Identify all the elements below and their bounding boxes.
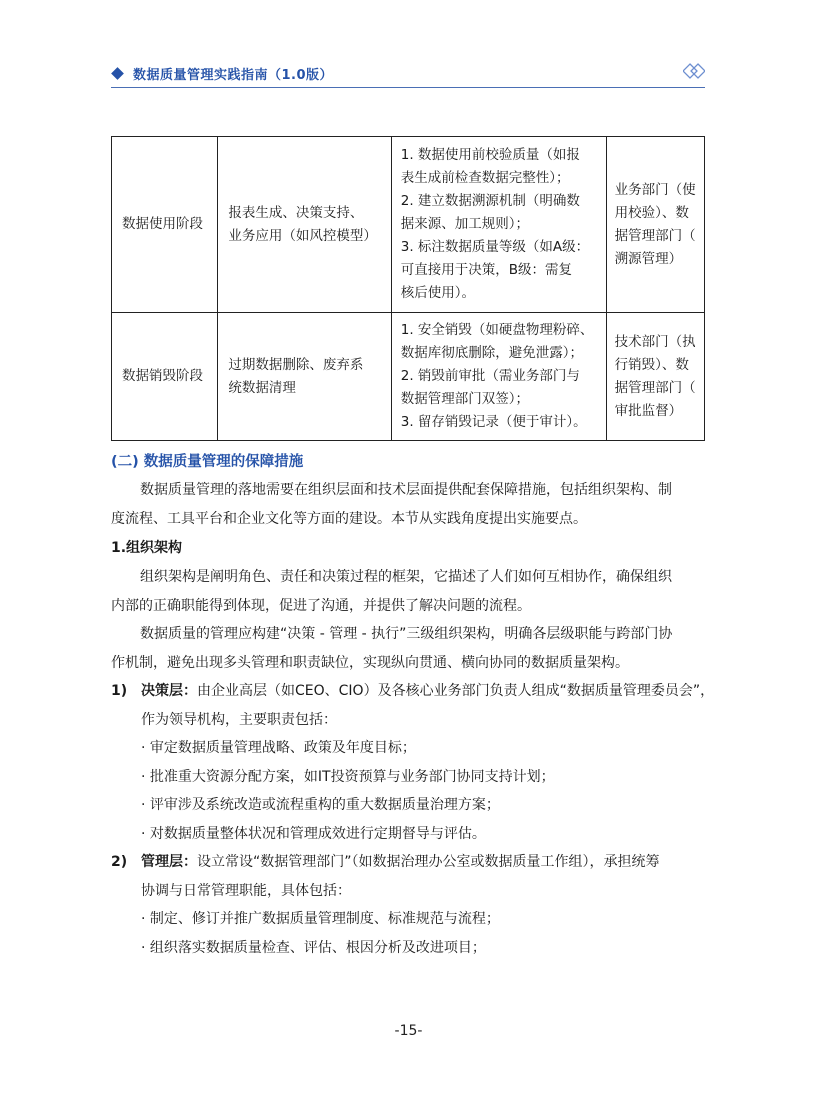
paragraph-line: 数据质量的管理应构建“决策 - 管理 - 执行”三级组织架构，明确各层级职能与跨部门协 (140, 626, 673, 642)
stage-cell: 数据销毁阶段 (112, 313, 218, 441)
cell-line: 表生成前检查数据完整性）； (400, 170, 570, 186)
item-text: 协调与日常管理职能，具体包括： (141, 882, 351, 899)
item-text: 由企业高层（如CEO、CIO）及各核心业务部门负责人组成“数据质量管理委员会”， (197, 683, 715, 699)
cell-line: 核后使用）。 (400, 285, 475, 301)
structure-paragraph (111, 620, 711, 677)
cell-line: 据管理部门（ (614, 227, 696, 244)
cell-line: 溯源管理） (614, 250, 683, 267)
page-header (111, 64, 705, 90)
owner-cell (606, 137, 704, 313)
bullet-item: · 审定数据质量管理战略、政策及年度目标； (141, 740, 416, 756)
bullet-item: · 评审涉及系统改造或流程重构的重大数据质量治理方案； (141, 797, 500, 813)
paragraph-line: 组织架构是阐明角色、责任和决策过程的框架，它描述了人们如何互相协作，确保组织 (140, 569, 672, 585)
list-item-decision-layer (111, 677, 715, 734)
item-keyword: 管理层： (141, 854, 197, 870)
item-keyword: 决策层： (141, 683, 197, 699)
list-item-management-layer (111, 848, 711, 905)
paragraph-line: 数据质量管理的落地需要在组织层面和技术层面提供配套保障措施，包括组织架构、制 (140, 482, 672, 498)
paragraph-line: 作机制，避免出现多头管理和职责缺位，实现纵向贯通、横向协同的数据质量架构。 (111, 654, 629, 671)
section-heading: (二) 数据质量管理的保障措施 (111, 454, 304, 470)
cell-line: 行销毁）、数 (614, 356, 689, 373)
cell-line: 审批监督） (614, 402, 683, 419)
item-number: 2) (111, 854, 128, 870)
org-paragraph (111, 563, 711, 620)
cell-line: 用校验）、数 (614, 204, 689, 221)
cell-line: 数据管理部门双签）； (400, 391, 529, 407)
cell-line: 过期数据删除、废弃系 (228, 356, 364, 373)
cell-line: 1. 安全销毁（如硬盘物理粉碎、 (400, 322, 594, 338)
content-cell (218, 137, 391, 313)
cell-line: 数据库彻底删除，避免泄露）； (400, 345, 583, 361)
item-text: 设立常设“数据管理部门”（如数据治理办公室或数据质量工作组），承担统筹 (197, 854, 660, 870)
cell-line: 据管理部门（ (614, 379, 696, 396)
measures-cell (391, 137, 606, 313)
measures-cell (391, 313, 606, 441)
item-number: 1) (111, 683, 128, 699)
content-cell (218, 313, 391, 441)
cell-line: 可直接用于决策，B级：需复 (400, 262, 573, 278)
sub-heading: 1.组织架构 (111, 540, 183, 556)
stage-cell: 数据使用阶段 (112, 137, 218, 313)
bullet-item: · 批准重大资源分配方案，如IT投资预算与业务部门协同支持计划； (141, 768, 555, 785)
section-body (111, 448, 715, 962)
table-row (112, 313, 705, 441)
double-diamond-logo-icon (683, 62, 705, 84)
cell-line: 据来源、加工规则）； (400, 216, 529, 232)
cell-line: 业务应用（如风控模型） (228, 227, 377, 244)
cell-line: 统数据清理 (228, 379, 296, 396)
owner-cell (606, 313, 704, 441)
diamond-bullet-icon (111, 67, 124, 80)
paragraph-line: 内部的正确职能得到体现，促进了沟通，并提供了解决问题的流程。 (111, 597, 531, 614)
header-divider (111, 87, 705, 88)
table-row (112, 137, 705, 313)
lifecycle-table (111, 136, 705, 441)
document-title: 数据质量管理实践指南（1.0版） (133, 68, 334, 83)
cell-line: 2. 建立数据溯源机制（明确数 (400, 193, 580, 209)
cell-line: 业务部门（使 (614, 181, 696, 198)
cell-line: 技术部门（执 (614, 333, 696, 350)
cell-line: 报表生成、决策支持、 (228, 204, 364, 221)
item-text: 作为领导机构，主要职责包括： (141, 711, 337, 728)
page-number: -15- (394, 1023, 423, 1039)
cell-line: 3. 标注数据质量等级（如A级： (400, 239, 590, 255)
paragraph-line: 度流程、工具平台和企业文化等方面的建设。本节从实践角度提出实施要点。 (111, 510, 587, 527)
intro-paragraph (111, 476, 711, 533)
cell-line: 3. 留存销毁记录（便于审计）。 (400, 414, 587, 430)
cell-line: 2. 销毁前审批（需业务部门与 (400, 368, 580, 384)
bullet-item: · 对数据质量整体状况和管理成效进行定期督导与评估。 (141, 825, 486, 842)
cell-line: 1. 数据使用前校验质量（如报 (400, 147, 580, 163)
bullet-item: · 制定、修订并推广数据质量管理制度、标准规范与流程； (141, 911, 500, 927)
bullet-item: · 组织落实数据质量检查、评估、根因分析及改进项目； (141, 939, 486, 956)
